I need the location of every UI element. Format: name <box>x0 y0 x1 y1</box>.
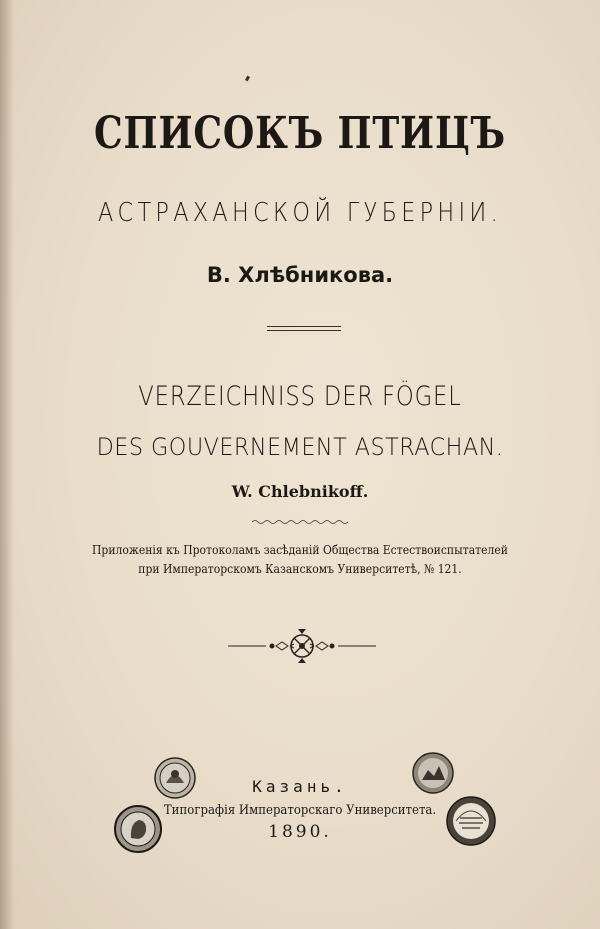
publication-year: 1890. <box>268 822 332 842</box>
medal-icon <box>154 757 196 799</box>
medal-icon <box>412 752 454 794</box>
appendix-line-2: при Императорскомъ Казанскомъ Университетѣ, № 121. <box>138 562 462 576</box>
ink-speck <box>245 76 250 82</box>
subtitle-russian: АСТРАХАНСКОЙ ГУБЕРНІИ. <box>97 198 503 228</box>
ornament-icon <box>228 626 376 666</box>
author-german: W. Chlebnikoff. <box>231 482 369 501</box>
city-name: Казань. <box>252 777 348 796</box>
medal-icon <box>446 796 496 846</box>
medal-icon <box>114 805 162 853</box>
title-german: VERZEICHNISS DER FÖGEL <box>138 381 462 412</box>
author-russian: В. Хлѣбникова. <box>206 263 394 287</box>
title-russian: СПИСОКЪ ПТИЦЪ <box>94 108 506 159</box>
double-rule-divider <box>267 326 341 331</box>
subtitle-german: DES GOUVERNEMENT ASTRACHAN. <box>96 433 504 461</box>
appendix-line-1: Приложенія къ Протоколамъ засѣданій Общества Естествоиспытателей <box>92 543 508 557</box>
printer-name: Типографія Императорскаго Университета. <box>163 803 437 818</box>
wavy-rule-divider <box>252 519 348 525</box>
